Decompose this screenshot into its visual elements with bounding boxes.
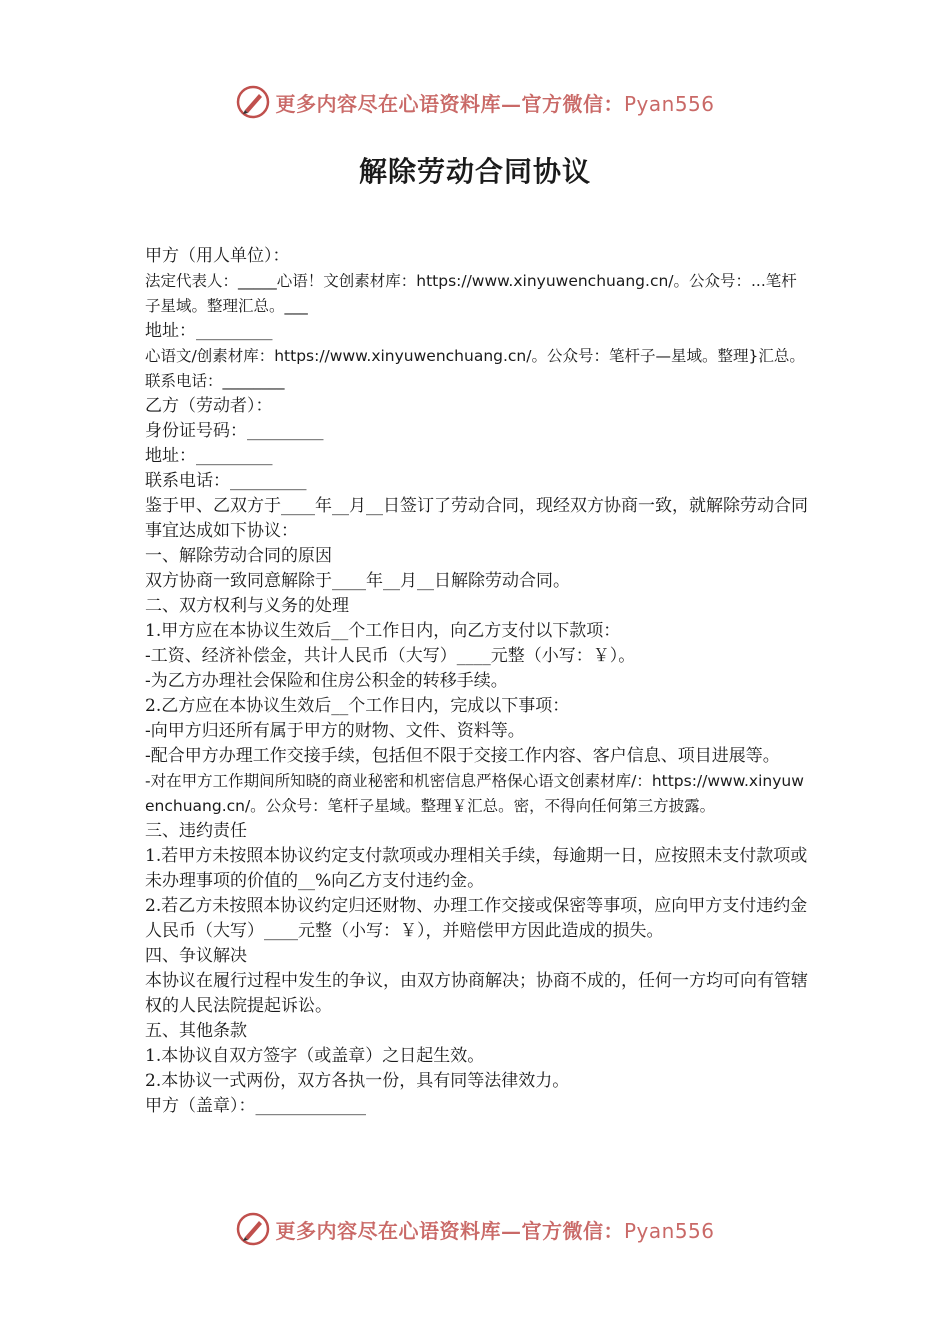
paragraph: 1.甲方应在本协议生效后__个工作日内，向乙方支付以下款项： [145, 621, 621, 641]
paragraph: 法定代表人：_____心语！文创素材库：https://www.xinyuwenchuang.cn/。公众号：...笔杆子星域。整理汇总。___ [145, 272, 797, 315]
paragraph: 1.若甲方未按照本协议约定支付款项或办理相关手续，每逾期一日，应按照未支付款项或未办理事项的价值的__%向乙方支付违约金。 [145, 846, 808, 891]
banner-text: 更多内容尽在心语资料库—官方微信：Pyan556 [275, 91, 715, 116]
banner-text: 更多内容尽在心语资料库—官方微信：Pyan556 [275, 1218, 715, 1243]
paragraph: 身份证号码：_________ [145, 421, 324, 441]
paragraph: 地址：_________ [145, 321, 273, 341]
paragraph: 本协议在履行过程中发生的争议，由双方协商解决；协商不成的，任何一方均可向有管辖权的人民法院提起诉讼。 [145, 971, 808, 1016]
paragraph: 心语文/创素材库：https://www.xinyuwenchuang.cn/。公众号：笔杆子—星域。整理}汇总。联系电话：________ [145, 347, 805, 390]
paragraph: 地址：_________ [145, 446, 273, 466]
section-heading: 三、违约责任 [145, 821, 247, 841]
paragraph: 乙方（劳动者）： [145, 396, 273, 416]
document-title: 解除劳动合同协议 [358, 155, 591, 188]
paragraph: -为乙方办理社会保险和住房公积金的转移手续。 [145, 671, 508, 691]
paragraph: -对在甲方工作期间所知晓的商业秘密和机密信息严格保心语文创素材库/：https://www.xinyuwenchuang.cn/。公众号：笔杆子星域。整理￥汇总。密，不得向任何第三方披露。 [145, 772, 804, 815]
section-heading: 四、争议解决 [145, 946, 247, 966]
section-heading: 一、解除劳动合同的原因 [145, 546, 332, 566]
paragraph: -向甲方归还所有属于甲方的财物、文件、资料等。 [145, 721, 525, 741]
paragraph: 鉴于甲、乙双方于____年__月__日签订了劳动合同，现经双方协商一致，就解除劳动合同事宜达成如下协议： [145, 496, 808, 541]
pen-logo-icon [235, 84, 271, 120]
pen-logo-icon [235, 1211, 271, 1247]
paragraph: -工资、经济补偿金，共计人民币（大写）____元整（小写：￥）。 [145, 646, 636, 666]
paragraph: 联系电话：_________ [145, 471, 307, 491]
section-heading: 五、其他条款 [145, 1021, 247, 1041]
paragraph: 甲方（用人单位）： [145, 246, 290, 266]
paragraph: 1.本协议自双方签字（或盖章）之日起生效。 [145, 1046, 485, 1066]
footer-banner [0, 1209, 950, 1249]
section-heading: 二、双方权利与义务的处理 [145, 596, 349, 616]
paragraph: 2.若乙方未按照本协议约定归还财物、办理工作交接或保密等事项，应向甲方支付违约金人民币（大写）____元整（小写：￥），并赔偿甲方因此造成的损失。 [145, 896, 808, 941]
document-body [145, 244, 809, 1119]
paragraph: 2.乙方应在本协议生效后__个工作日内，完成以下事项： [145, 696, 570, 716]
paragraph: -配合甲方办理工作交接手续，包括但不限于交接工作内容、客户信息、项目进展等。 [145, 746, 780, 766]
paragraph: 2.本协议一式两份，双方各执一份，具有同等法律效力。 [145, 1071, 570, 1091]
signature-line: 甲方（盖章）：_____________ [145, 1096, 366, 1116]
paragraph: 双方协商一致同意解除于____年__月__日解除劳动合同。 [145, 571, 570, 591]
header-banner [0, 82, 950, 122]
